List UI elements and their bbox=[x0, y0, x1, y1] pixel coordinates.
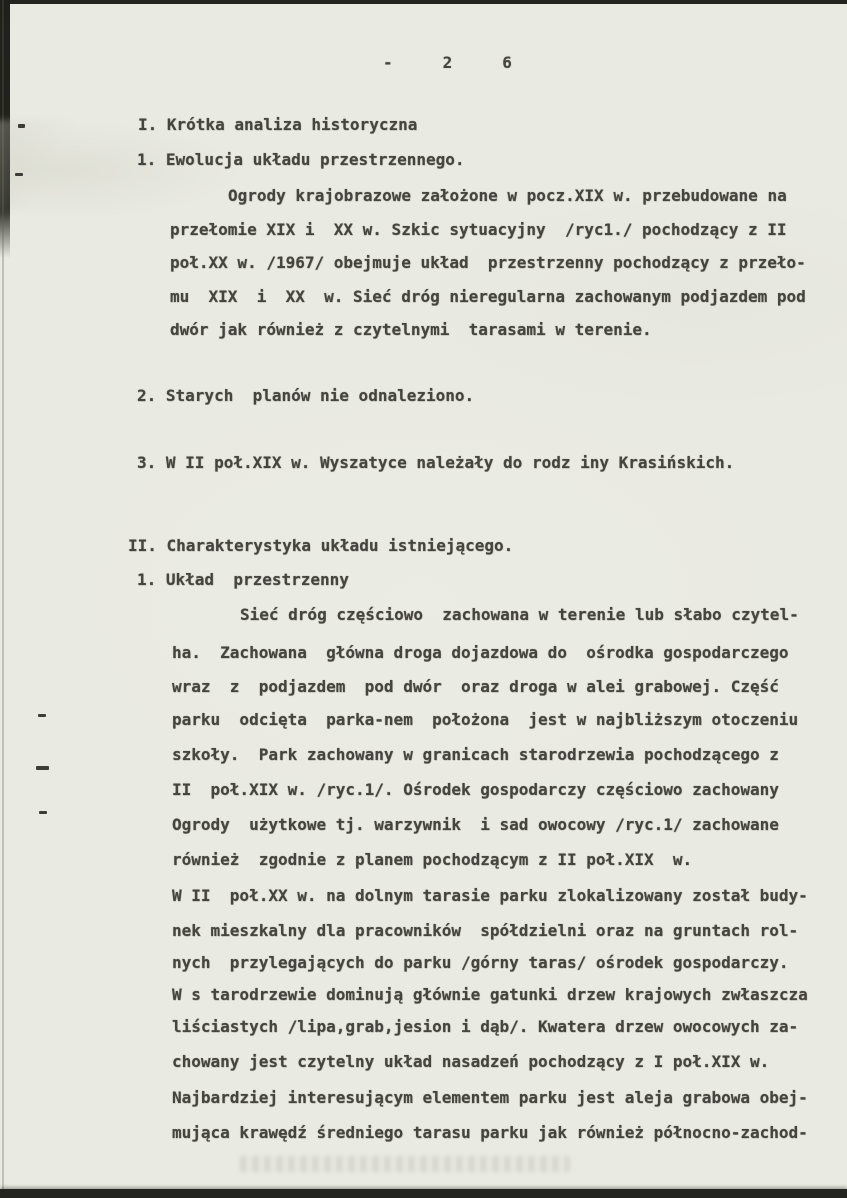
scan-edge-bottom bbox=[0, 1189, 847, 1198]
margin-mark bbox=[36, 766, 49, 770]
paragraph-line: W s tarodrzewie dominują głównie gatunki drzew krajowych zwłaszcza bbox=[172, 985, 808, 1004]
ink-smudge bbox=[240, 1156, 570, 1172]
page-header-mark: 6 bbox=[502, 53, 512, 72]
paragraph-line: nek mieszkalny dla pracowników spółdzielni oraz na gruntach rol- bbox=[172, 921, 799, 940]
numbered-item: 1. Układ przestrzenny bbox=[137, 570, 349, 589]
page-number: 2 bbox=[442, 53, 453, 72]
paragraph-line: Ogrody użytkowe tj. warzywnik i sad owocowy /ryc.1/ zachowane bbox=[172, 815, 779, 834]
section-heading: I. Krótka analiza historyczna bbox=[138, 115, 418, 134]
paragraph-line: wraz z podjazdem pod dwór oraz droga w alei grabowej. Część bbox=[172, 677, 779, 696]
scan-edge-top bbox=[0, 0, 847, 4]
paragraph-line: nych przylegających do parku /górny taras/ ośrodek gospodarczy. bbox=[172, 953, 789, 972]
numbered-item: 2. Starych planów nie odnaleziono. bbox=[137, 386, 475, 405]
paragraph-line: szkoły. Park zachowany w granicach starodrzewia pochodzącego z bbox=[172, 745, 779, 764]
margin-mark bbox=[18, 124, 25, 128]
paragraph-line: Sieć dróg częściowo zachowana w terenie lub słabo czytel- bbox=[240, 605, 799, 624]
paragraph-line: Ogrody krajobrazowe założone w pocz.XIX w. przebudowane na bbox=[228, 186, 787, 205]
numbered-item: 1. Ewolucja układu przestrzennego. bbox=[137, 150, 465, 169]
paragraph-line: parku odcięta parka-nem położona jest w najbliższym otoczeniu bbox=[172, 710, 799, 729]
paragraph-line: ha. Zachowana główna droga dojazdowa do ośrodka gospodarczego bbox=[172, 643, 789, 662]
margin-mark bbox=[15, 173, 23, 176]
paper-streak bbox=[0, 120, 100, 210]
paragraph-line: W II poł.XX w. na dolnym tarasie parku zlokalizowany został budy- bbox=[172, 886, 808, 905]
page-header-dash: - bbox=[383, 53, 393, 72]
paragraph-line: przełomie XIX i XX w. Szkic sytuacyjny /ryc1./ pochodzący z II bbox=[170, 220, 787, 239]
paragraph-line: mu XIX i XX w. Sieć dróg nieregularna zachowanym podjazdem pod bbox=[170, 287, 806, 306]
numbered-item: 3. W II poł.XIX w. Wyszatyce należały do rodz iny Krasińskich. bbox=[137, 453, 735, 472]
paragraph-line: II poł.XIX w. /ryc.1/. Ośrodek gospodarczy częściowo zachowany bbox=[172, 780, 779, 799]
paragraph-line: Najbardziej interesującym elementem parku jest aleja grabowa obej- bbox=[172, 1088, 808, 1107]
paragraph-line: również zgodnie z planem pochodzącym z II poł.XIX w. bbox=[172, 850, 693, 869]
page-header bbox=[383, 53, 512, 72]
section-heading: II. Charakterystyka układu istniejącego. bbox=[128, 536, 514, 555]
paragraph-line: mująca krawędź średniego tarasu parku jak również północno-zachod- bbox=[172, 1123, 808, 1142]
margin-mark bbox=[38, 714, 46, 717]
paragraph-line: chowany jest czytelny układ nasadzeń pochodzący z I poł.XIX w. bbox=[172, 1052, 770, 1071]
paragraph-line: poł.XX w. /1967/ obejmuje układ przestrzenny pochodzący z przeło- bbox=[170, 253, 806, 272]
margin-mark bbox=[39, 811, 47, 814]
paragraph-line: dwór jak również z czytelnymi tarasami w terenie. bbox=[170, 320, 652, 339]
paragraph-line: liściastych /lipa,grab,jesion i dąb/. Kwatera drzew owocowych za- bbox=[172, 1017, 799, 1036]
